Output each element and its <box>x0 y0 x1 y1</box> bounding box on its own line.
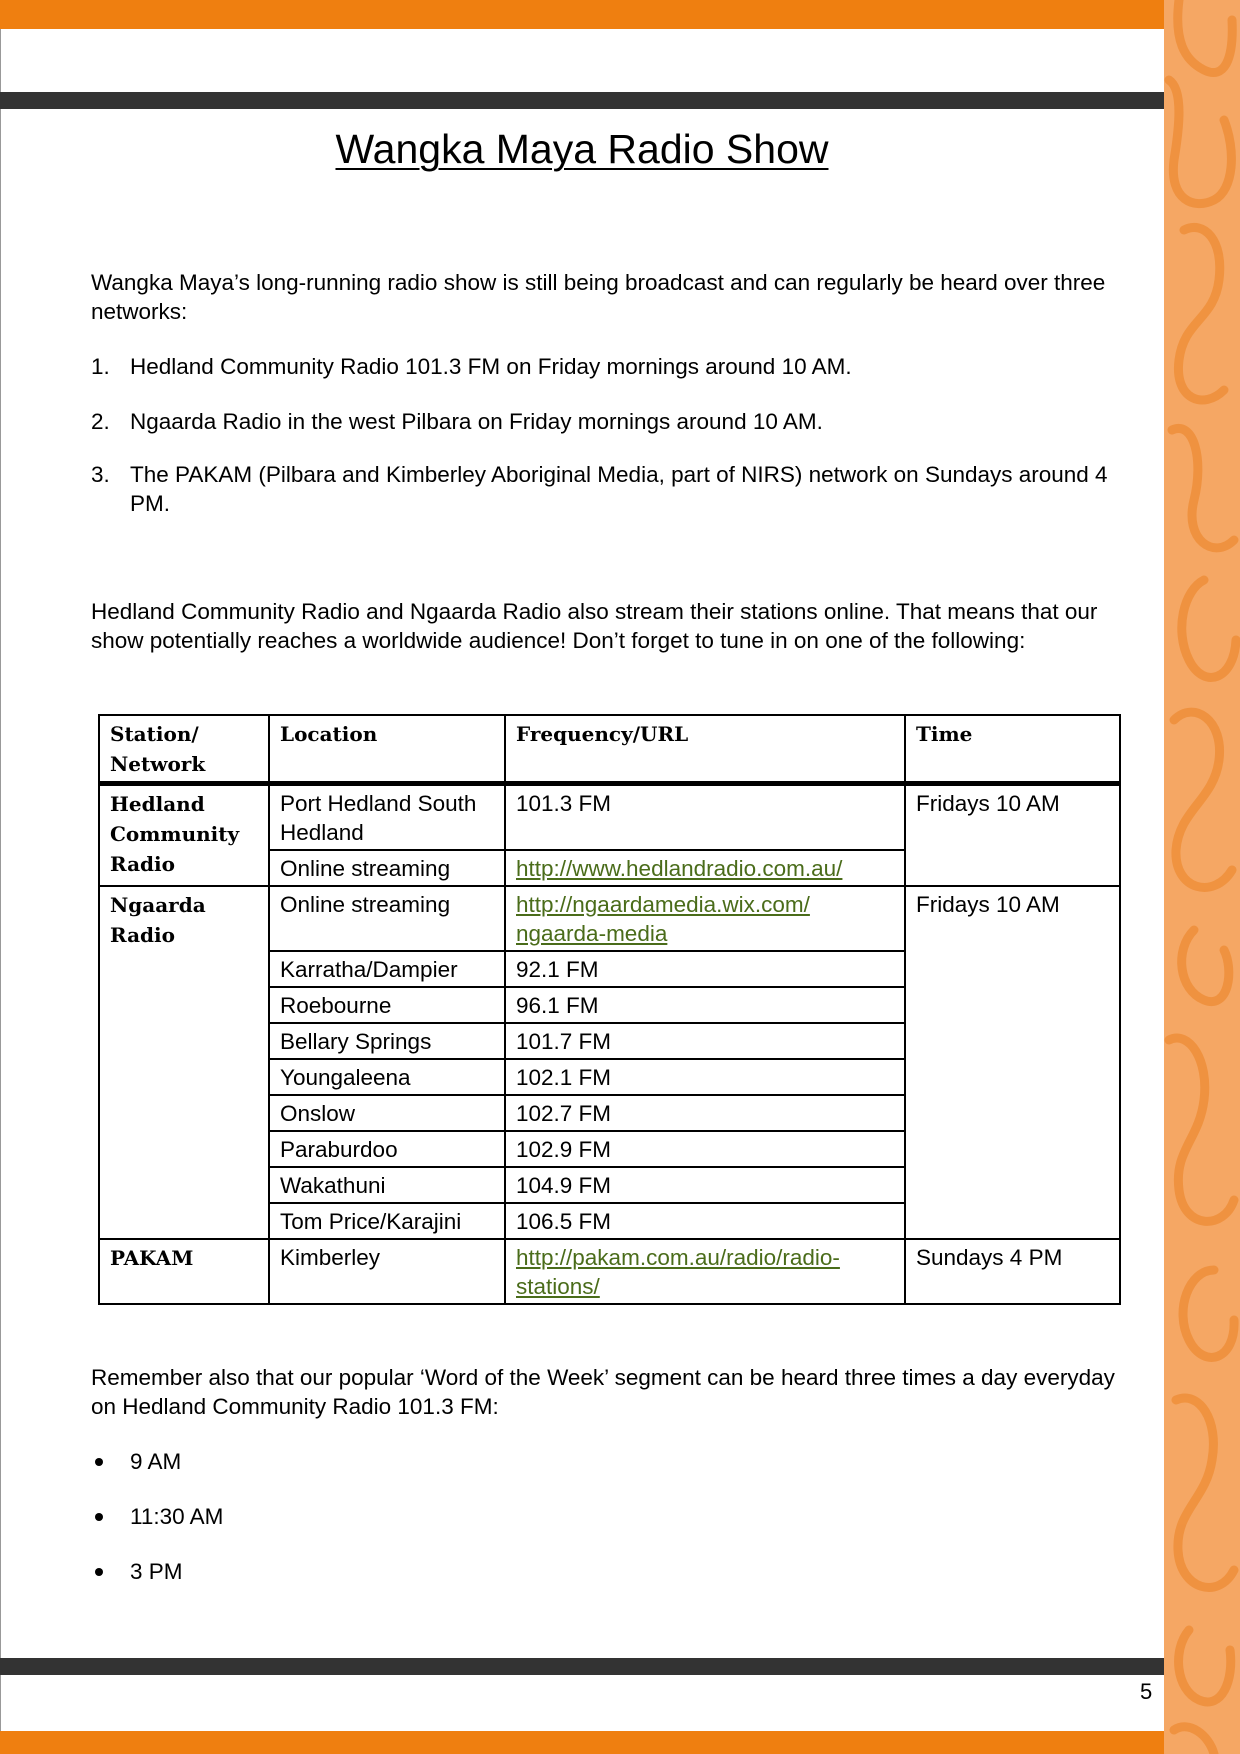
location-cell: Youngaleena <box>269 1059 505 1095</box>
pakam-url-link[interactable]: http://pakam.com.au/radio/radio-stations/ <box>505 1239 905 1304</box>
header-location: Location <box>269 715 505 784</box>
frequency-cell: 96.1 FM <box>505 987 905 1023</box>
header-rule <box>0 92 1164 109</box>
frequency-cell: 104.9 FM <box>505 1167 905 1203</box>
header-accent-bar <box>0 0 1164 29</box>
page-number: 5 <box>1140 1679 1153 1704</box>
time-cell: Fridays 10 AM <box>905 886 1120 1239</box>
time-cell: Sundays 4 PM <box>905 1239 1120 1304</box>
list-number: 3. <box>91 462 110 487</box>
table-row <box>99 1239 1120 1304</box>
location-cell: Kimberley <box>269 1239 505 1304</box>
bullet-text: 11:30 AM <box>130 1504 224 1529</box>
station-hedland: Hedland Community Radio <box>99 784 269 887</box>
header-time: Time <box>905 715 1120 784</box>
frequency-cell: 102.9 FM <box>505 1131 905 1167</box>
bullet-dot-icon <box>95 1458 103 1466</box>
page-left-border <box>0 29 1 1731</box>
table-row <box>99 886 1120 951</box>
radio-stations-table <box>98 714 1121 1305</box>
decorative-side-pattern <box>1164 0 1240 1754</box>
list-text: Ngaarda Radio in the west Pilbara on Friday mornings around 10 AM. <box>130 409 823 434</box>
time-cell: Fridays 10 AM <box>905 784 1120 887</box>
streaming-paragraph: Hedland Community Radio and Ngaarda Radio also stream their stations online. That means that our show potentially reaches a worldwide audience! Don’t forget to tune in on one of the following: <box>91 599 1098 653</box>
station-ngaarda: Ngaarda Radio <box>99 886 269 1239</box>
table-header-row <box>99 715 1120 784</box>
list-text: Hedland Community Radio 101.3 FM on Friday mornings around 10 AM. <box>130 354 852 379</box>
station-pakam: PAKAM <box>99 1239 269 1304</box>
word-of-week-paragraph: Remember also that our popular ‘Word of the Week’ segment can be heard three times a day everyday on Hedland Community Radio 101.3 FM: <box>91 1365 1115 1419</box>
intro-paragraph: Wangka Maya’s long-running radio show is still being broadcast and can regularly be heard over three networks: <box>91 270 1106 324</box>
frequency-cell: 92.1 FM <box>505 951 905 987</box>
page-title: Wangka Maya Radio Show <box>335 126 829 172</box>
hedland-url-link[interactable]: http://www.hedlandradio.com.au/ <box>505 850 905 886</box>
frequency-cell: 106.5 FM <box>505 1203 905 1239</box>
bullet-text: 3 PM <box>130 1559 183 1584</box>
location-cell: Karratha/Dampier <box>269 951 505 987</box>
location-cell: Paraburdoo <box>269 1131 505 1167</box>
table-row <box>99 784 1120 851</box>
header-station: Station/ Network <box>99 715 269 784</box>
bullet-text: 9 AM <box>130 1449 182 1474</box>
location-cell: Port Hedland South Hedland <box>269 784 505 851</box>
location-cell: Wakathuni <box>269 1167 505 1203</box>
location-cell: Online streaming <box>269 886 505 951</box>
location-cell: Roebourne <box>269 987 505 1023</box>
list-number: 1. <box>91 354 110 379</box>
frequency-cell: 102.7 FM <box>505 1095 905 1131</box>
header-frequency: Frequency/URL <box>505 715 905 784</box>
location-cell: Online streaming <box>269 850 505 886</box>
bullet-dot-icon <box>95 1568 103 1576</box>
footer-accent-bar <box>0 1731 1164 1754</box>
footer-rule <box>0 1658 1164 1675</box>
location-cell: Bellary Springs <box>269 1023 505 1059</box>
list-text: The PAKAM (Pilbara and Kimberley Aboriginal Media, part of NIRS) network on Sundays around 4 PM. <box>130 462 1108 516</box>
list-number: 2. <box>91 409 110 434</box>
location-cell: Onslow <box>269 1095 505 1131</box>
location-cell: Tom Price/Karajini <box>269 1203 505 1239</box>
frequency-cell: 101.3 FM <box>505 784 905 851</box>
bullet-dot-icon <box>95 1513 103 1521</box>
ngaarda-url-link[interactable]: http://ngaardamedia.wix.com/ ngaarda-media <box>505 886 905 951</box>
frequency-cell: 102.1 FM <box>505 1059 905 1095</box>
frequency-cell: 101.7 FM <box>505 1023 905 1059</box>
